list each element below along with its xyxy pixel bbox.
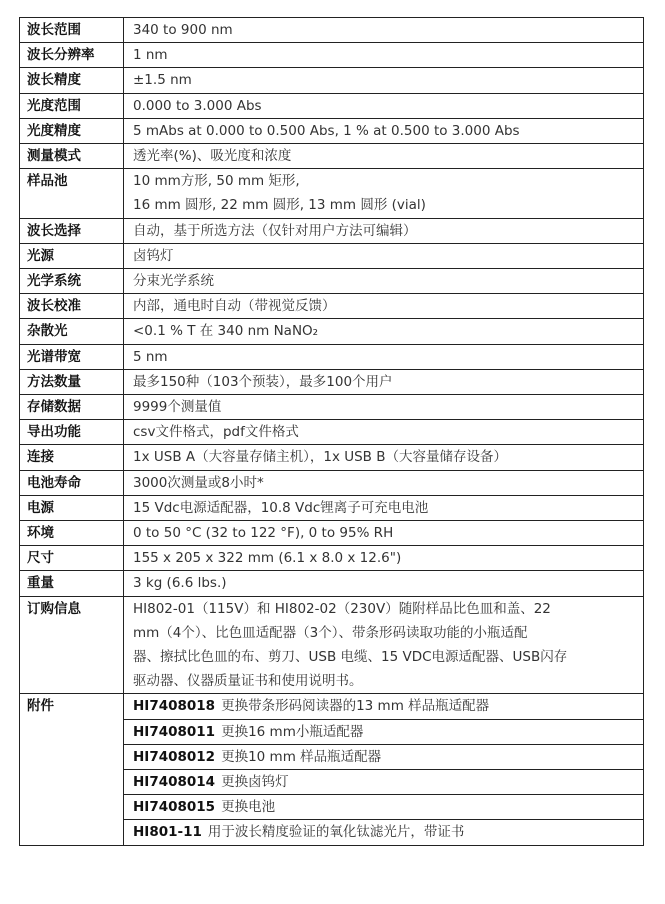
spec-value (124, 169, 644, 218)
spec-row (20, 68, 644, 93)
spec-label: 订购信息 (20, 596, 124, 694)
spec-label: 重量 (20, 571, 124, 596)
spec-row (20, 344, 644, 369)
spec-value: 155 x 205 x 322 mm (6.1 x 8.0 x 12.6") (124, 546, 644, 571)
accessory-item (124, 820, 643, 844)
spec-value: 3000次测量或8小时* (124, 470, 644, 495)
spec-row (20, 571, 644, 596)
accessory-item (124, 694, 643, 719)
spec-row (20, 18, 644, 43)
accessory-item (124, 720, 643, 745)
spec-row (20, 118, 644, 143)
spec-value: 分束光学系统 (124, 269, 644, 294)
spec-label: 测量模式 (20, 144, 124, 169)
accessory-item (124, 745, 643, 770)
spec-value: 0 to 50 °C (32 to 122 °F), 0 to 95% RH (124, 521, 644, 546)
accessory-code: HI7408012 (133, 748, 216, 765)
accessory-description: 更换电池 (221, 799, 276, 816)
spec-value-line: mm（4个）、比色皿适配器（3个）、带条形码读取功能的小瓶适配 (133, 624, 528, 641)
spec-row (20, 470, 644, 495)
spec-row (20, 521, 644, 546)
spec-row (20, 319, 644, 344)
spec-label: 波长选择 (20, 218, 124, 243)
accessory-description: 更换带条形码阅读器的13 mm 样品瓶适配器 (221, 698, 490, 715)
spec-label: 光谱带宽 (20, 344, 124, 369)
spec-label: 电源 (20, 495, 124, 520)
spec-label: 环境 (20, 521, 124, 546)
accessories-list (124, 694, 644, 845)
spec-value: 9999个测量值 (124, 395, 644, 420)
accessories-label: 附件 (20, 694, 124, 845)
spec-row (20, 546, 644, 571)
spec-label: 光学系统 (20, 269, 124, 294)
spec-label: 杂散光 (20, 319, 124, 344)
spec-label: 样品池 (20, 169, 124, 218)
accessory-item (124, 795, 643, 820)
spec-row (20, 218, 644, 243)
spec-value: 透光率(%)、吸光度和浓度 (124, 144, 644, 169)
spec-row (20, 445, 644, 470)
accessory-code: HI7408015 (133, 799, 216, 816)
accessory-item (124, 770, 643, 795)
spec-value: 15 Vdc电源适配器，10.8 Vdc锂离子可充电电池 (124, 495, 644, 520)
spec-label: 光源 (20, 243, 124, 268)
spec-table-body (20, 18, 644, 846)
spec-row (20, 596, 644, 694)
spec-row (20, 495, 644, 520)
accessories-row (20, 694, 644, 845)
spec-value: 1 nm (124, 43, 644, 68)
spec-row (20, 395, 644, 420)
spec-value: ±1.5 nm (124, 68, 644, 93)
spec-label: 波长分辨率 (20, 43, 124, 68)
spec-value (124, 596, 644, 694)
spec-value: <0.1 % T 在 340 nm NaNO₂ (124, 319, 644, 344)
spec-label: 光度范围 (20, 93, 124, 118)
spec-label: 尺寸 (20, 546, 124, 571)
spec-label: 存储数据 (20, 395, 124, 420)
spec-label: 电池寿命 (20, 470, 124, 495)
accessory-code: HI801-11 (133, 824, 202, 841)
spec-row (20, 169, 644, 218)
spec-value-line: 16 mm 圆形, 22 mm 圆形, 13 mm 圆形 (vial) (133, 197, 426, 214)
spec-value: 5 mAbs at 0.000 to 0.500 Abs, 1 % at 0.500 to 3.000 Abs (124, 118, 644, 143)
accessory-code: HI7408018 (133, 698, 216, 715)
spec-value: 1x USB A（大容量存储主机），1x USB B（大容量储存设备） (124, 445, 644, 470)
spec-row (20, 294, 644, 319)
spec-label: 导出功能 (20, 420, 124, 445)
spec-label: 方法数量 (20, 369, 124, 394)
spec-value: 自动，基于所选方法（仅针对用户方法可编辑） (124, 218, 644, 243)
spec-label: 波长范围 (20, 18, 124, 43)
spec-row (20, 243, 644, 268)
spec-label: 连接 (20, 445, 124, 470)
spec-value: csv文件格式，pdf文件格式 (124, 420, 644, 445)
spec-value: 卤钨灯 (124, 243, 644, 268)
spec-row (20, 369, 644, 394)
spec-label: 波长精度 (20, 68, 124, 93)
spec-value: 0.000 to 3.000 Abs (124, 93, 644, 118)
spec-row (20, 420, 644, 445)
spec-value-line: 10 mm方形, 50 mm 矩形, (133, 173, 300, 190)
spec-value-line: 器、擦拭比色皿的布、剪刀、USB 电缆、15 VDC电源适配器、USB闪存 (133, 649, 568, 666)
spec-value-line: 驱动器、仪器质量证书和使用说明书。 (133, 673, 363, 690)
spec-value: 340 to 900 nm (124, 18, 644, 43)
accessory-code: HI7408011 (133, 723, 216, 740)
spec-row (20, 144, 644, 169)
accessory-description: 更换10 mm 样品瓶适配器 (221, 748, 382, 765)
spec-label: 光度精度 (20, 118, 124, 143)
accessory-description: 更换卤钨灯 (221, 774, 289, 791)
spec-value: 5 nm (124, 344, 644, 369)
spec-value: 内部，通电时自动（带视觉反馈） (124, 294, 644, 319)
spec-row (20, 43, 644, 68)
spec-label: 波长校准 (20, 294, 124, 319)
spec-value: 最多150种（103个预装），最多100个用户 (124, 369, 644, 394)
spec-row (20, 93, 644, 118)
accessory-description: 用于波长精度验证的氧化钛滤光片，带证书 (207, 824, 465, 841)
spec-value: 3 kg (6.6 lbs.) (124, 571, 644, 596)
spec-table (19, 17, 644, 846)
spec-row (20, 269, 644, 294)
spec-value-line: HI802-01（115V）和 HI802-02（230V）随附样品比色皿和盖、22 (133, 600, 551, 617)
accessory-description: 更换16 mm小瓶适配器 (221, 723, 364, 740)
accessory-code: HI7408014 (133, 774, 216, 791)
